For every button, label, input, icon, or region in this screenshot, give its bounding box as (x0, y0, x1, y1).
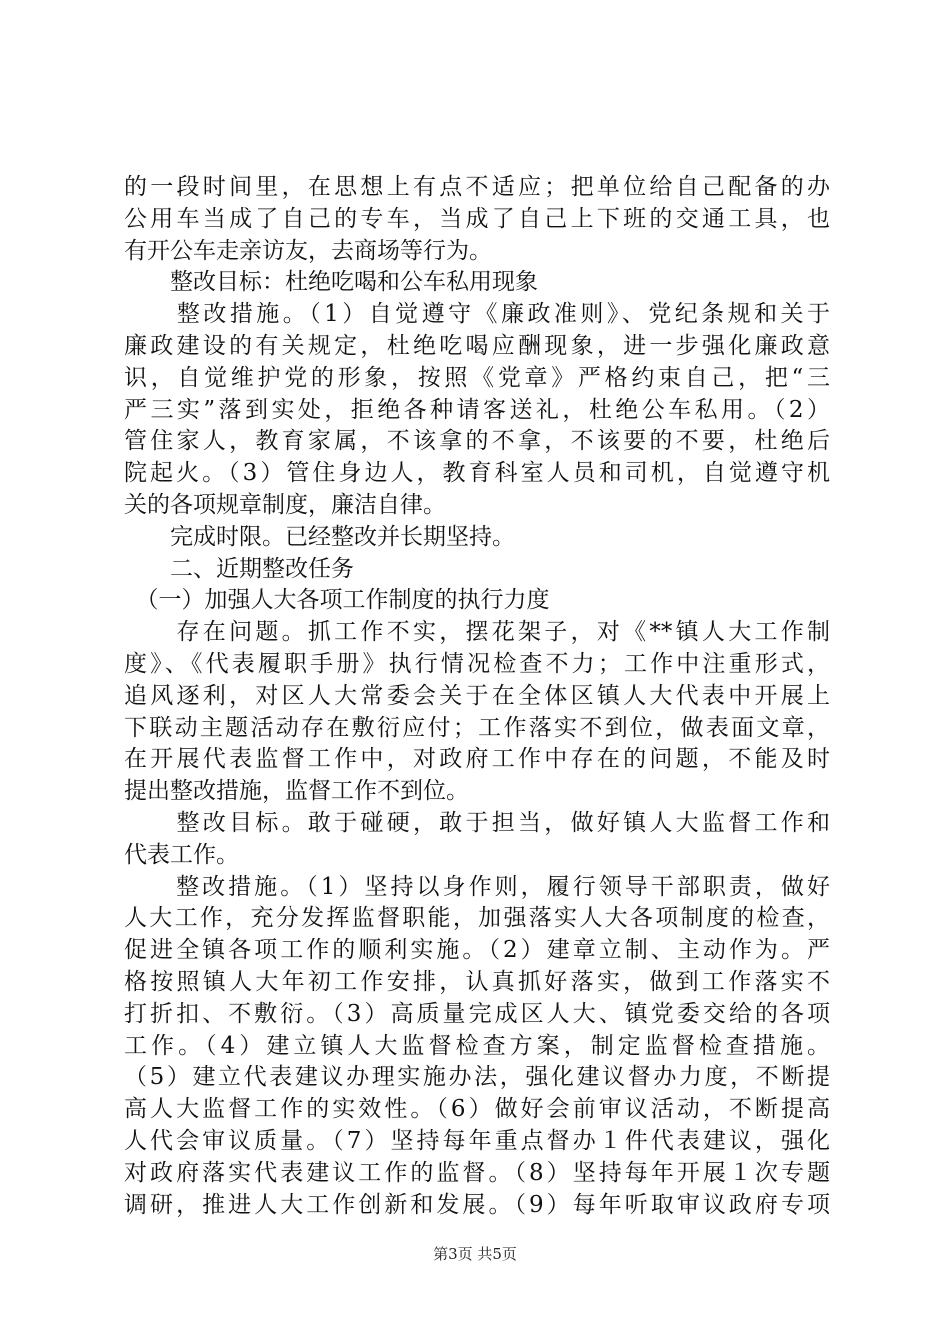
text-line: 的一段时间里，在思想上有点不适应；把单位给自己配备的办 (124, 174, 830, 200)
page-number-footer: 第3页 共5页 (433, 1245, 517, 1263)
text-line: 识，自觉维护党的形象，按照《党章》严格约束自己，把“三 (124, 364, 830, 391)
text-line: 整改目标：杜绝吃喝和公车私用现象 (124, 269, 538, 296)
text-line: （5）建立代表建议办理实施办法，强化建议督办力度，不断提 (124, 1064, 830, 1091)
text-line: 完成时限。已经整改并长期坚持。 (124, 523, 515, 550)
text-line: 下联动主题活动存在敷衍应付；工作落实不到位，做表面文章， (124, 714, 830, 741)
text-line: 在开展代表监督工作中，对政府工作中存在的问题，不能及时 (124, 746, 830, 773)
text-line: 工作。（4）建立镇人大监督检查方案，制定监督检查措施。 (124, 1032, 830, 1059)
text-line: 追风逐利，对区人大常委会关于在全体区镇人大代表中开展上 (124, 682, 830, 709)
text-line: 调研，推进人大工作创新和发展。（9）每年听取审议政府专项 (124, 1191, 830, 1218)
text-line: 公用车当成了自己的专车，当成了自己上下班的交通工具，也 (124, 205, 830, 232)
subsection-heading: （一）加强人大各项工作制度的执行力度 (124, 587, 550, 614)
text-line: 有开公车走亲访友，去商场等行为。 (124, 237, 492, 264)
text-line: 提出整改措施，监督工作不到位。 (124, 778, 469, 805)
text-line: 人代会审议质量。（7）坚持每年重点督办１件代表建议，强化 (124, 1127, 830, 1154)
text-line: 管住家人，教育家属，不该拿的不拿，不该要的不要，杜绝后 (124, 428, 830, 455)
text-line: 对政府落实代表建议工作的监督。（8）坚持每年开展１次专题 (124, 1159, 830, 1186)
text-line: 整改措施。（1）自觉遵守《廉政准则》、党纪条规和关于 (124, 301, 830, 328)
text-line: 打折扣、不敷衍。（3）高质量完成区人大、镇党委交给的各项 (124, 1000, 830, 1027)
text-line: 高人大监督工作的实效性。（6）做好会前审议活动，不断提高 (124, 1096, 830, 1123)
text-line: 存在问题。抓工作不实，摆花架子，对《**镇人大工作制 (124, 619, 830, 646)
text-line: 促进全镇各项工作的顺利实施。（2）建章立制、主动作为。严 (124, 937, 830, 964)
document-body (124, 172, 830, 1221)
text-line: 关的各项规章制度，廉洁自律。 (124, 491, 446, 518)
text-line: 人大工作，充分发挥监督职能，加强落实人大各项制度的检查， (124, 905, 830, 932)
text-line: 代表工作。 (124, 841, 239, 868)
text-line: 廉政建设的有关规定，杜绝吃喝应酬现象，进一步强化廉政意 (124, 332, 830, 359)
text-line: 度》、《代表履职手册》执行情况检查不力；工作中注重形式， (124, 650, 830, 677)
text-line: 严三实”落到实处，拒绝各种请客送礼，杜绝公车私用。（2） (124, 396, 830, 423)
text-line: 整改目标。敢于碰硬，敢于担当，做好镇人大监督工作和 (124, 809, 830, 836)
text-line: 格按照镇人大年初工作安排，认真抓好落实，做到工作落实不 (124, 968, 830, 995)
text-line: 院起火。（3）管住身边人，教育科室人员和司机，自觉遵守机 (124, 460, 830, 487)
section-heading: 二、近期整改任务 (124, 555, 354, 582)
text-line: 整改措施。（1）坚持以身作则，履行领导干部职责，做好 (124, 873, 830, 900)
